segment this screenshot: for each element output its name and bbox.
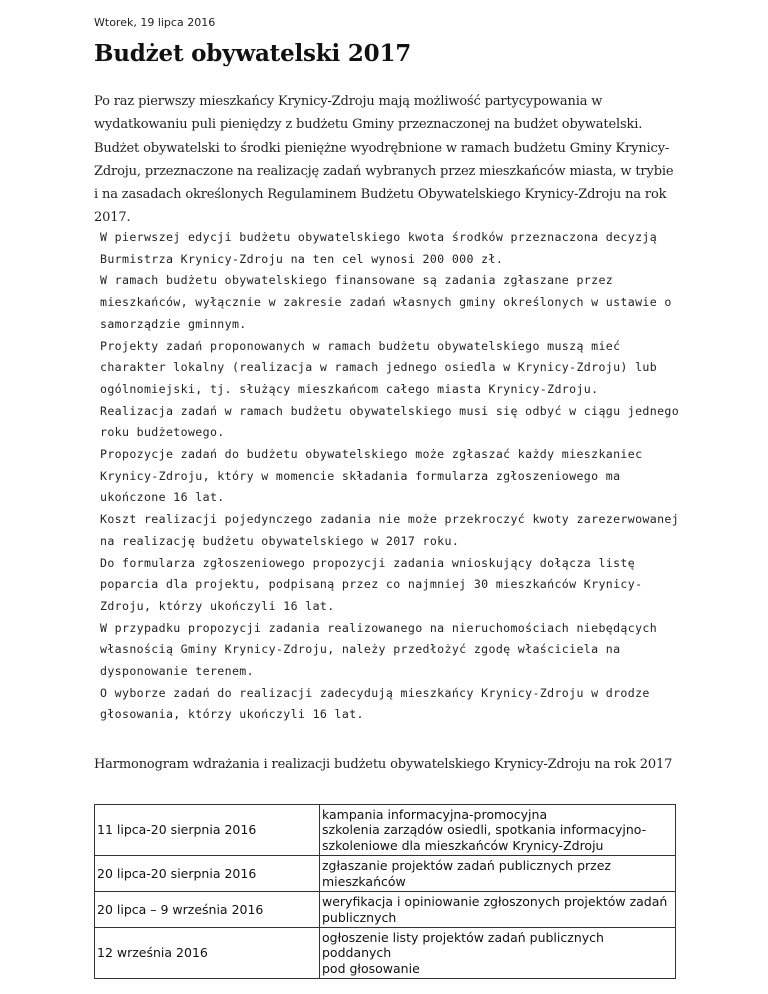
period-cell: 20 lipca-20 sierpnia 2016 — [95, 856, 320, 892]
activity-cell: ogłoszenie listy projektów zadań publicznych poddanych pod głosowanie — [320, 928, 676, 979]
rule-item: Projekty zadań proponowanych w ramach budżetu obywatelskiego muszą mieć charakter lokalny (realizacja w ramach jednego osiedla w Krynicy-Zdroju) lub ogólnomiejski, tj. służący mieszkańcom całego miasta Krynicy-Zdroju. — [100, 338, 658, 396]
table-row — [95, 856, 676, 892]
table-row — [95, 892, 676, 928]
rule-item: Propozycje zadań do budżetu obywatelskiego może zgłaszać każdy mieszkaniec Krynicy-Zdroju, który w momencie składania formularza zgłoszeniowego ma ukończone 16 lat. — [100, 447, 643, 505]
schedule-table — [94, 804, 676, 979]
table-row — [95, 928, 676, 979]
rule-item: Koszt realizacji pojedynczego zadania nie może przekroczyć kwoty zarezerwowanej na realizację budżetu obywatelskiego w 2017 roku. — [100, 512, 680, 548]
activity-cell: zgłaszanie projektów zadań publicznych przez mieszkańców — [320, 856, 676, 892]
period-cell: 12 września 2016 — [95, 928, 320, 979]
rule-item: W pierwszej edycji budżetu obywatelskiego kwota środków przeznaczona decyzją Burmistrza Krynicy-Zdroju na ten cel wynosi 200 000 zł. — [100, 230, 658, 266]
intro-paragraph: Po raz pierwszy mieszkańcy Krynicy-Zdroju mają możliwość partycypowania w wydatkowaniu puli pieniędzy z budżetu Gminy przeznaczonej na budżet obywatelski. Budżet obywatelski to środki pieniężne wyodrębnione w ramach budżetu Gminy Krynicy-Zdroju, przeznaczone na realizację zadań wybranych przez mieszkańców miasta, w trybie i na zasadach określonych Regulaminem Budżetu Obywatelskiego Krynicy-Zdroju na rok 2017. — [94, 94, 674, 226]
activity-cell: kampania informacyjna-promocyjna szkolenia zarządów osiedli, spotkania informacyjno-szkoleniowe dla mieszkańców Krynicy-Zdroju — [320, 805, 676, 856]
page-title: Budżet obywatelski 2017 — [94, 40, 412, 67]
publication-date: Wtorek, 19 lipca 2016 — [94, 16, 216, 29]
rule-item: Realizacja zadań w ramach budżetu obywatelskiego musi się odbyć w ciągu jednego roku budżetowego. — [100, 403, 680, 440]
rules-list — [100, 227, 680, 726]
rule-item: O wyborze zadań do realizacji zadecydują mieszkańcy Krynicy-Zdroju w drodze głosowania, którzy ukończyli 16 lat. — [100, 685, 650, 722]
table-row — [95, 805, 676, 856]
rule-item: Do formularza zgłoszeniowego propozycji zadania wnioskujący dołącza listę poparcia dla projektu, podpisaną przez co najmniej 30 mieszkańców Krynicy-Zdroju, którzy ukończyli 16 lat. — [100, 555, 643, 613]
period-cell: 20 lipca – 9 września 2016 — [95, 892, 320, 928]
rule-item: W ramach budżetu obywatelskiego finansowane są zadania zgłaszane przez mieszkańców, wyłącznie w zakresie zadań własnych gminy określonych w ustawie o samorządzie gminnym. — [100, 273, 672, 331]
period-cell: 11 lipca-20 sierpnia 2016 — [95, 805, 320, 856]
schedule-heading: Harmonogram wdrażania i realizacji budżetu obywatelskiego Krynicy-Zdroju na rok 2017 — [94, 757, 673, 772]
rule-item: W przypadku propozycji zadania realizowanego na nieruchomościach niebędących własnością Gminy Krynicy-Zdroju, należy przedłożyć zgodę właściciela na dysponowanie terenem. — [100, 620, 658, 679]
activity-cell: weryfikacja i opiniowanie zgłoszonych projektów zadań publicznych — [320, 892, 676, 928]
